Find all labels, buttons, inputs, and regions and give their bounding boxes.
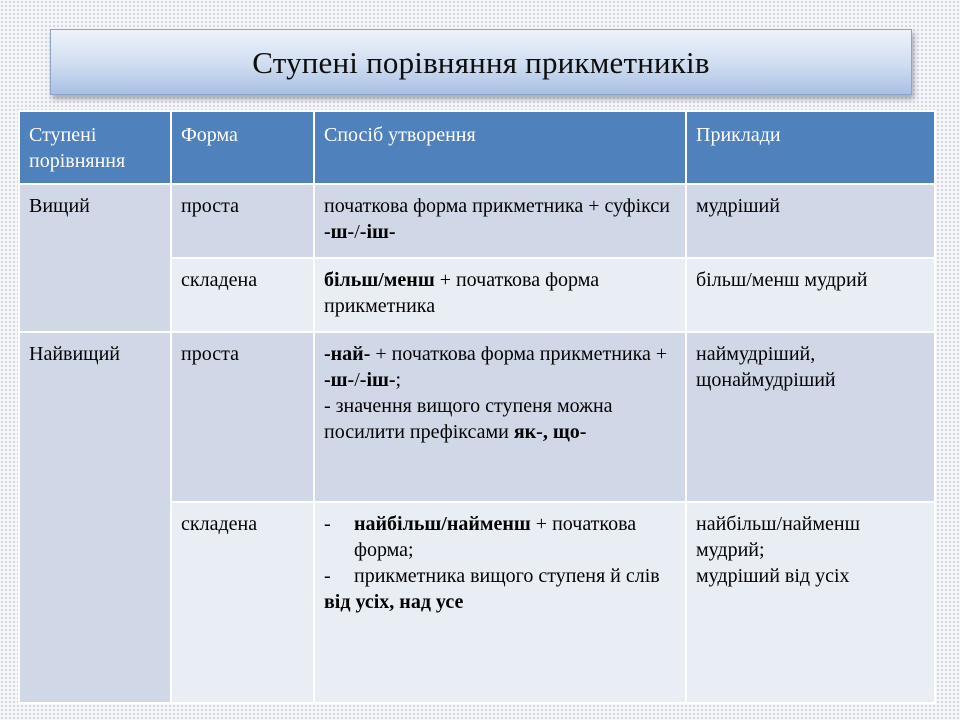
title-banner [50, 29, 912, 95]
prefixes-yak-shcho: як-, що- [513, 421, 587, 443]
method-item-text [354, 563, 660, 589]
example-line: наймудріший, [696, 343, 816, 365]
method-text: прикметника вищого ступеня й слів [354, 565, 660, 587]
form-label: складена [181, 269, 258, 291]
method-cell [314, 258, 686, 332]
method-note: - значення вищого ступеня можна посилити префіксами [324, 395, 613, 443]
method-text: початкова форма прикметника + суфікси [324, 195, 670, 217]
method-text: початкова форма; [354, 513, 637, 561]
list-dash: - [324, 565, 331, 587]
method-cell [314, 502, 686, 703]
form-cell [171, 502, 314, 703]
method-item [324, 511, 677, 563]
degree-label: Вищий [29, 195, 90, 217]
suffix-sh: -ш- [324, 221, 355, 243]
degree-cell-superlative [19, 332, 171, 703]
method-item-text [354, 511, 677, 563]
method-cell [314, 332, 686, 502]
degree-cell-comparative [19, 184, 171, 332]
method-text: + початкова форма прикметника [324, 269, 600, 317]
slash: / [354, 369, 360, 391]
plus: + [530, 513, 553, 535]
form-cell [171, 184, 314, 258]
example-cell [686, 258, 935, 332]
comparison-table-container [18, 110, 934, 702]
table-header-row [19, 111, 935, 184]
example-line: щонаймудріший [696, 369, 836, 391]
form-label: проста [181, 195, 239, 217]
header-method: Спосіб утворення [314, 111, 686, 184]
page-title: Ступені порівняння прикметників [252, 45, 710, 80]
method-text: + початкова форма прикметника + [370, 343, 668, 365]
semicolon: ; [395, 369, 402, 391]
header-examples: Приклади [686, 111, 935, 184]
header-form: Форма [171, 111, 314, 184]
slash: / [354, 221, 360, 243]
suffix-ish: -іш- [359, 221, 396, 243]
vid-usikh-nad-use: від усіх, над усе [324, 591, 464, 613]
suffix-sh: -ш- [324, 369, 355, 391]
form-label: проста [181, 343, 239, 365]
form-label: складена [181, 513, 258, 535]
prefix-nai: -най- [324, 343, 371, 365]
method-continuation [324, 589, 677, 615]
table-row [19, 332, 935, 502]
form-cell [171, 258, 314, 332]
example-cell [686, 184, 935, 258]
header-degree: Ступені порівняння [19, 111, 171, 184]
comparison-table [18, 110, 936, 704]
example-cell [686, 332, 935, 502]
example-line: мудріший від усіх [696, 565, 850, 587]
list-dash: - [324, 513, 331, 535]
suffix-ish: -іш- [359, 369, 396, 391]
form-cell [171, 332, 314, 502]
bilsh-mensh: більш/менш [324, 269, 435, 291]
table-row [19, 184, 935, 258]
example-line: найбільш/найменш мудрий; [696, 513, 860, 561]
example-text: мудріший [696, 195, 780, 217]
degree-label: Найвищий [29, 343, 120, 365]
example-text: більш/менш мудрий [696, 269, 868, 291]
method-cell [314, 184, 686, 258]
method-item [324, 563, 677, 589]
naibilsh-naimensh: найбільш/найменш [354, 513, 531, 535]
example-cell [686, 502, 935, 703]
